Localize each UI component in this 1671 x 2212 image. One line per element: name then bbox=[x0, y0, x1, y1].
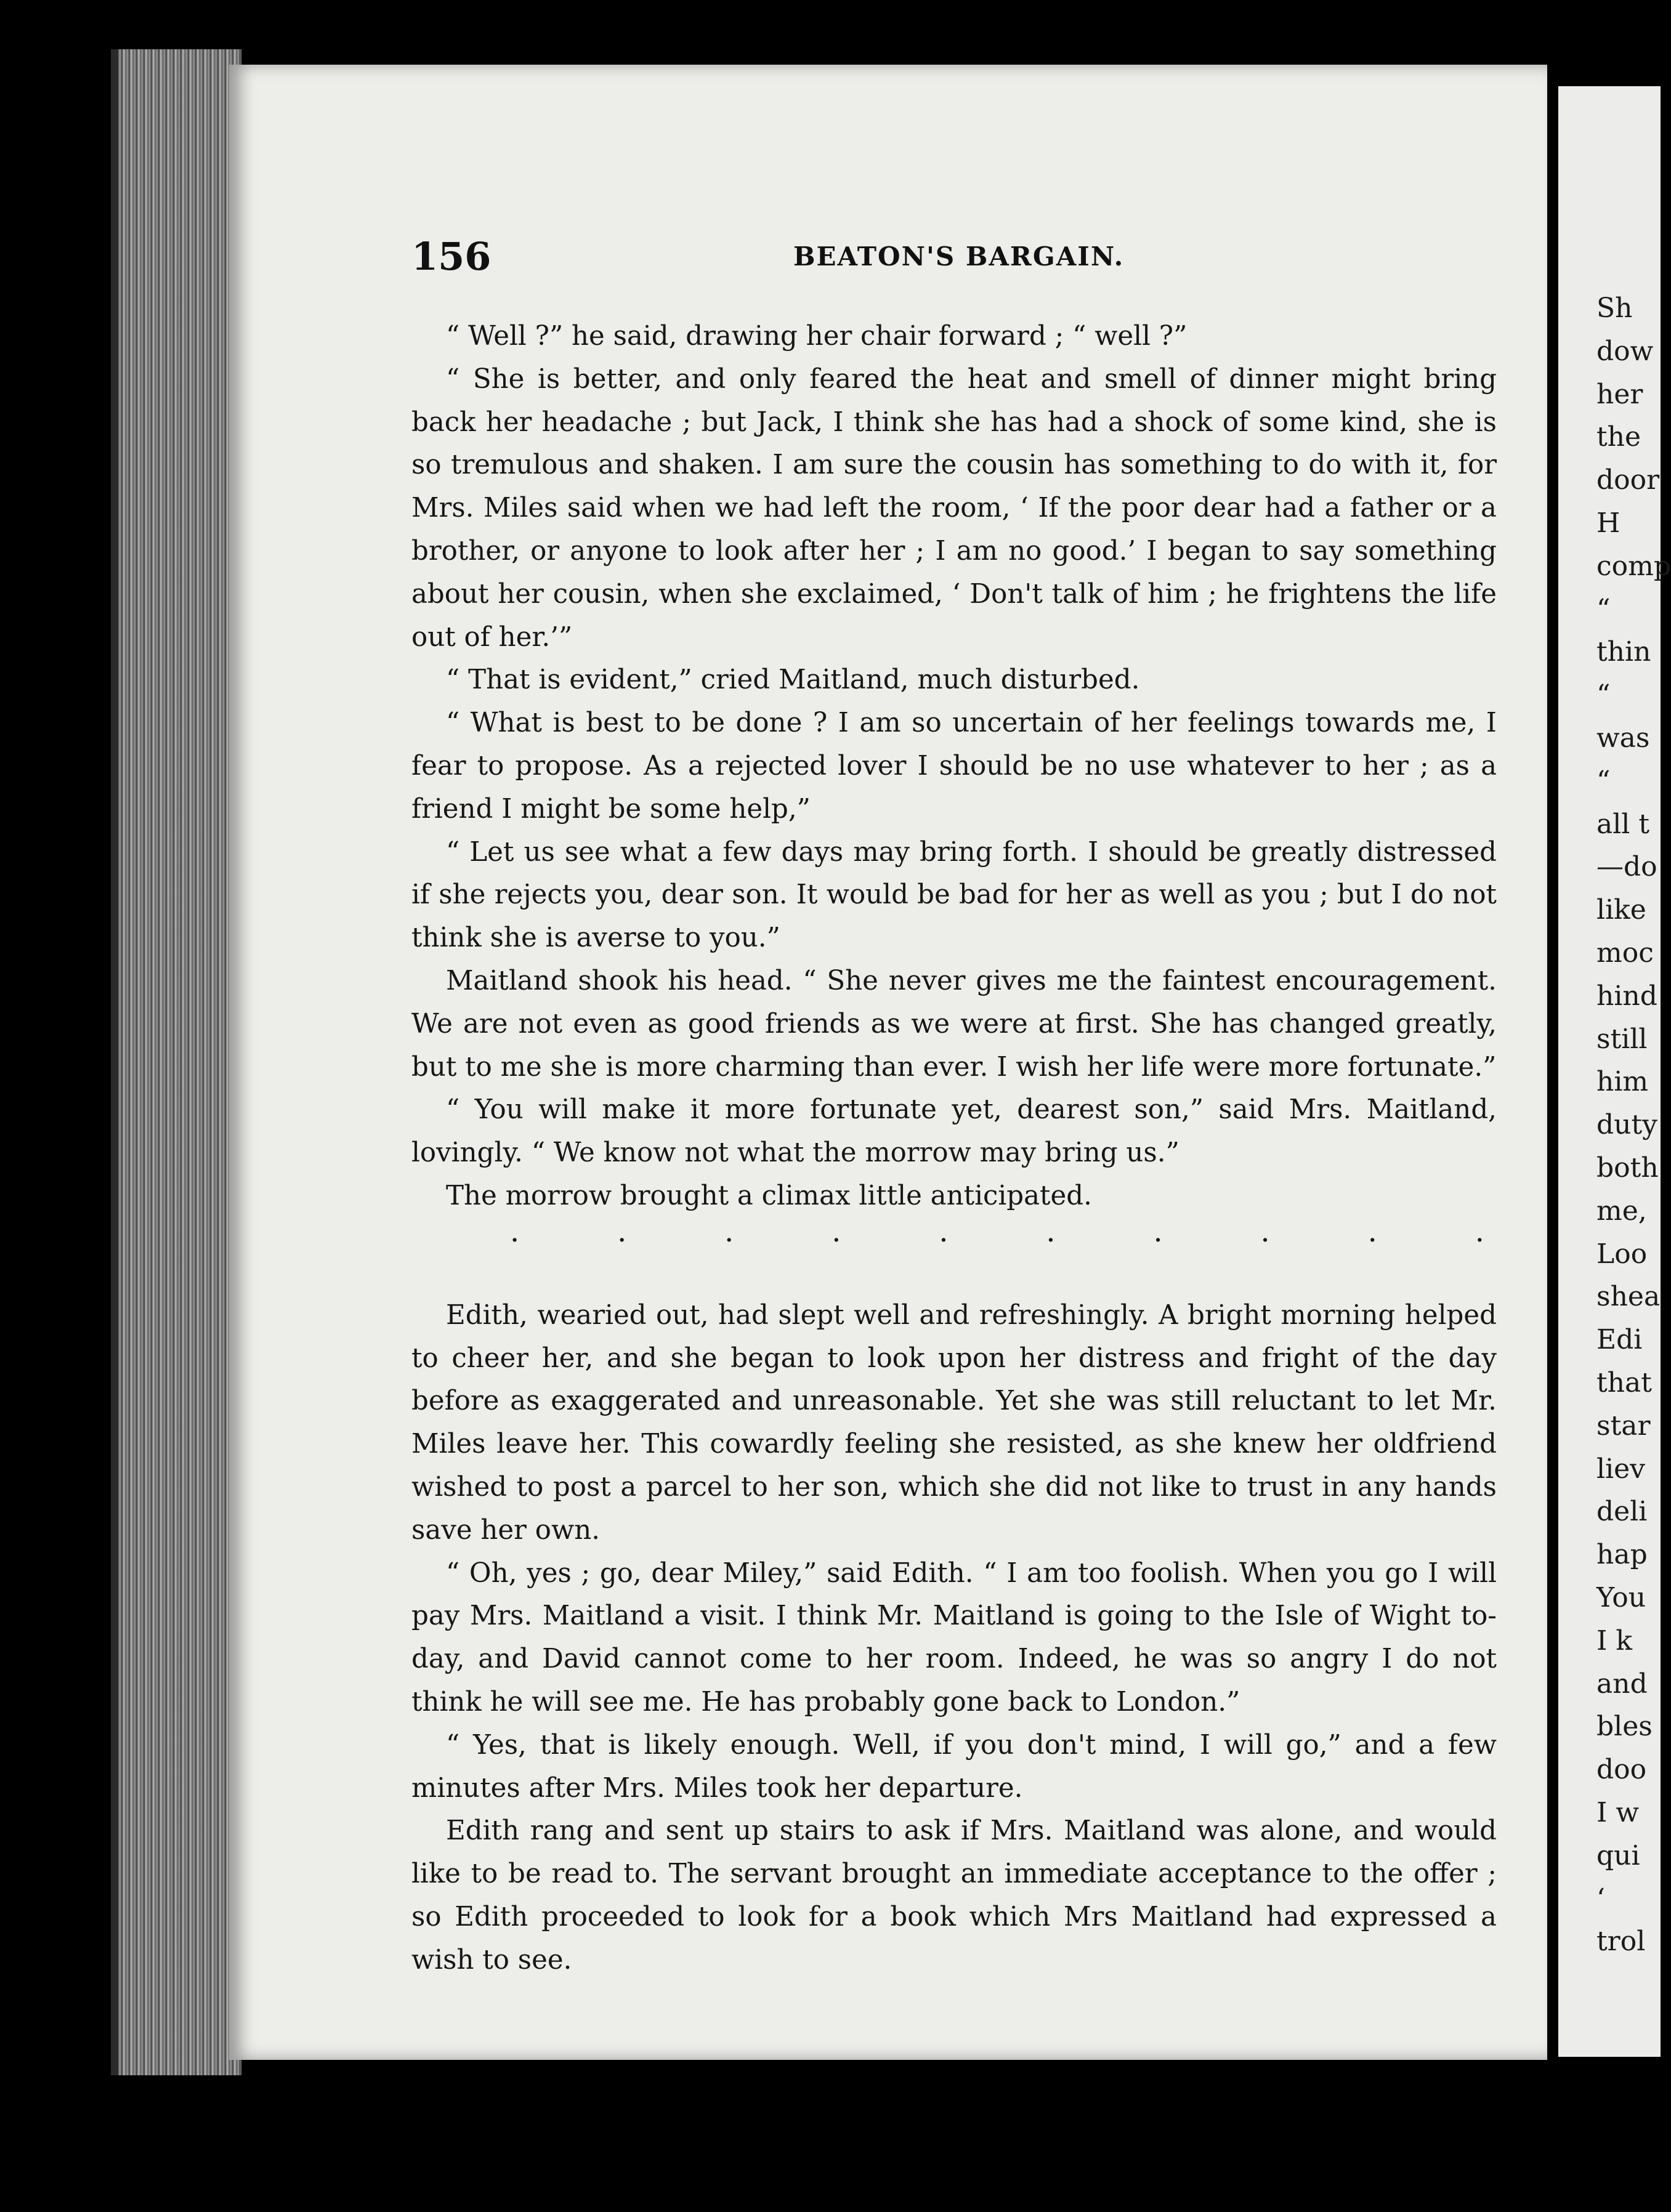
facing-page-fragment: I k bbox=[1596, 1625, 1633, 1657]
facing-page-fragment: duty bbox=[1596, 1109, 1658, 1141]
facing-page-edge bbox=[1558, 86, 1671, 2057]
paragraph: “ Let us see what a few days may bring forth. I should be greatly distressed if she rejects you, dear son. It would be bad for her as well as you ; but I do not think she is averse to you.” bbox=[411, 836, 1497, 954]
facing-page-fragment: door bbox=[1596, 464, 1660, 496]
page-edges bbox=[111, 49, 241, 2075]
facing-page-fragment: and bbox=[1596, 1668, 1648, 1700]
separator-dot: · bbox=[1367, 1222, 1377, 1257]
facing-page-fragment: doo bbox=[1596, 1754, 1647, 1786]
facing-page-fragment: hind bbox=[1596, 980, 1657, 1012]
facing-page-fragment: Sh bbox=[1596, 293, 1633, 324]
facing-page-fragment: deli bbox=[1596, 1496, 1648, 1528]
facing-page-fragment: liev bbox=[1596, 1453, 1646, 1485]
facing-page-fragment: shea bbox=[1596, 1281, 1661, 1313]
facing-page-fragment: bles bbox=[1596, 1711, 1653, 1743]
facing-page-fragment: “ bbox=[1596, 593, 1611, 625]
page-number: 156 bbox=[411, 234, 492, 279]
facing-page-fragment: “ bbox=[1596, 679, 1611, 711]
facing-page-fragment: Edi bbox=[1596, 1324, 1643, 1356]
facing-page-fragment: —do bbox=[1596, 851, 1657, 883]
facing-page-fragment: I w bbox=[1596, 1797, 1640, 1828]
paragraph: Edith, wearied out, had slept well and refreshingly. A bright morning helped to cheer her, and she began to look upon her distress and fright of the day before as exaggerated and unreasonable. Yet she was still reluctant to let Mr. Miles leave her. This cowardly feeling she resisted, as she knew her oldfriend wished to post a parcel to her son, which she did not like to trust in any hands save her own. bbox=[411, 1299, 1497, 1546]
separator-dot: · bbox=[1153, 1222, 1163, 1257]
separator-dot: · bbox=[1475, 1222, 1484, 1257]
facing-page-fragment: that bbox=[1596, 1367, 1652, 1399]
running-title: BEATON'S BARGAIN. bbox=[793, 241, 1125, 272]
facing-page-fragment: Loo bbox=[1596, 1238, 1648, 1270]
facing-page-fragment: the bbox=[1596, 421, 1641, 453]
facing-page-fragment: ‘ bbox=[1596, 1883, 1605, 1915]
facing-page-fragment: H bbox=[1596, 507, 1620, 539]
facing-page-fragment: all t bbox=[1596, 808, 1650, 840]
facing-page-fragment: like bbox=[1596, 894, 1646, 926]
separator-dot: · bbox=[617, 1222, 627, 1257]
paragraph: “ Oh, yes ; go, dear Miley,” said Edith. “ I am too foolish. When you go I will pay Mrs. Maitland a visit. I think Mr. Maitland is going to the Isle of Wight to-day, and David cannot come to her room. Indeed, he was so angry I do not think he will see me. He has probably gone back to London.” bbox=[411, 1557, 1497, 1718]
separator-dot: · bbox=[939, 1222, 949, 1257]
facing-page-fragment: You bbox=[1596, 1582, 1646, 1613]
facing-page-fragment: moc bbox=[1596, 937, 1654, 969]
section-separator bbox=[411, 1222, 1497, 1259]
facing-page-fragment: still bbox=[1596, 1023, 1648, 1055]
separator-dot: · bbox=[831, 1222, 841, 1257]
separator-dot: · bbox=[724, 1222, 734, 1257]
facing-page-fragment: both bbox=[1596, 1152, 1659, 1184]
paragraph: The morrow brought a climax little anticipated. bbox=[446, 1180, 1092, 1211]
paragraph: “ She is better, and only feared the heat and smell of dinner might bring back her headache ; but Jack, I think she has had a shock of some kind, she is so tremulous and shaken. I am sure the cousin has something to do with it, for Mrs. Miles said when we had left the room, ‘ If the poor dear had a father or a brother, or anyone to look after her ; I am no good.’ I began to say something about her cousin, when she exclaimed, ‘ Don't talk of him ; he frightens the life out of her.’” bbox=[411, 363, 1497, 653]
paragraph: “ Well ?” he said, drawing her chair forward ; “ well ?” bbox=[446, 321, 1188, 352]
facing-page-fragment: dow bbox=[1596, 335, 1654, 367]
facing-page-fragment: her bbox=[1596, 378, 1643, 410]
paragraph: “ That is evident,” cried Maitland, much disturbed. bbox=[446, 664, 1140, 696]
paragraph: Maitland shook his head. “ She never gives me the faintest encouragement. We are not even as good friends as we were at first. She has changed greatly, but to me she is more charming than ever. I wish her life were more fortunate.” bbox=[411, 965, 1497, 1083]
facing-page-fragment: comp bbox=[1596, 550, 1671, 582]
facing-page-fragment: was bbox=[1596, 722, 1650, 754]
separator-dot: · bbox=[1046, 1222, 1056, 1257]
paragraph: “ What is best to be done ? I am so uncertain of her feelings towards me, I fear to propose. As a rejected lover I should be no use whatever to her ; as a friend I might be some help,” bbox=[411, 708, 1497, 825]
facing-page-fragment: qui bbox=[1596, 1839, 1640, 1871]
paragraph: “ Yes, that is likely enough. Well, if you don't mind, I will go,” and a few minutes after Mrs. Miles took her departure. bbox=[411, 1729, 1497, 1804]
facing-page-fragment: hap bbox=[1596, 1539, 1648, 1571]
facing-page-fragment: trol bbox=[1596, 1926, 1646, 1958]
separator-dot: · bbox=[510, 1222, 520, 1257]
facing-page-fragment: me, bbox=[1596, 1195, 1647, 1227]
facing-page-fragment: him bbox=[1596, 1066, 1649, 1098]
facing-page-fragment: star bbox=[1596, 1410, 1651, 1442]
body-text bbox=[411, 315, 1497, 1982]
facing-page-fragment: “ bbox=[1596, 765, 1611, 797]
separator-dot: · bbox=[1260, 1222, 1270, 1257]
facing-page-fragment: thin bbox=[1596, 636, 1651, 668]
page-header bbox=[411, 234, 1520, 289]
paragraph: Edith rang and sent up stairs to ask if Mrs. Maitland was alone, and would like to be read to. The servant brought an immediate acceptance to the offer ; so Edith proceeded to look for a book which Mrs Maitland had expressed a wish to see. bbox=[411, 1815, 1497, 1976]
paragraph: “ You will make it more fortunate yet, dearest son,” said Mrs. Maitland, lovingly. “ We know not what the morrow may bring us.” bbox=[411, 1094, 1497, 1169]
